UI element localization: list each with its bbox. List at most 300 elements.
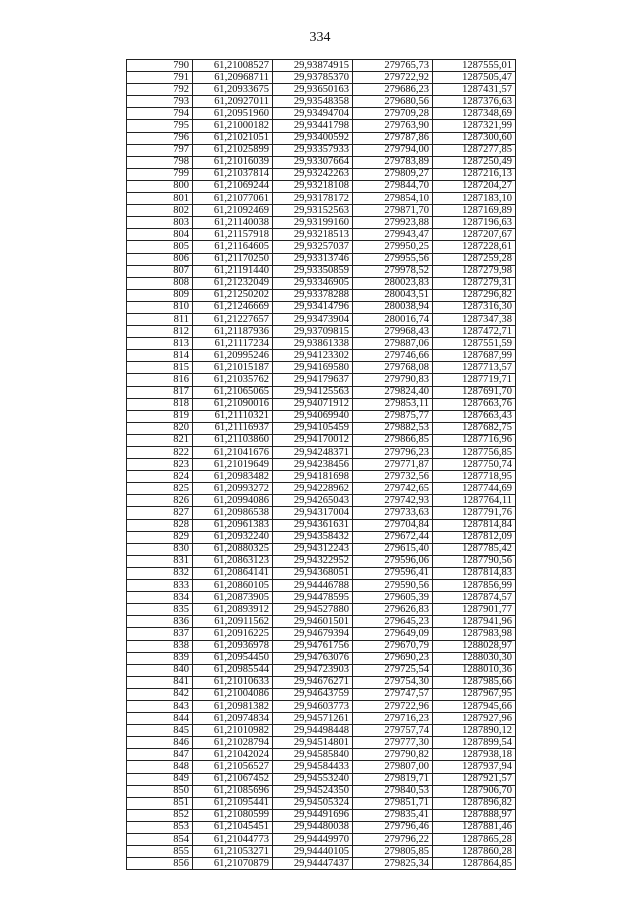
point-number-cell: 836 xyxy=(127,616,193,628)
y-coordinate-cell: 1287687,99 xyxy=(433,350,516,362)
longitude-cell: 29,94125563 xyxy=(273,386,353,398)
x-coordinate-cell: 279670,79 xyxy=(353,640,433,652)
point-number-cell: 800 xyxy=(127,180,193,192)
longitude-cell: 29,93242263 xyxy=(273,168,353,180)
point-number-cell: 829 xyxy=(127,531,193,543)
longitude-cell: 29,94312243 xyxy=(273,543,353,555)
latitude-cell: 61,20893912 xyxy=(193,604,273,616)
longitude-cell: 29,94248371 xyxy=(273,447,353,459)
latitude-cell: 61,21117234 xyxy=(193,338,273,350)
x-coordinate-cell: 279844,70 xyxy=(353,180,433,192)
y-coordinate-cell: 1287744,69 xyxy=(433,483,516,495)
latitude-cell: 61,21092469 xyxy=(193,205,273,217)
y-coordinate-cell: 1287347,38 xyxy=(433,313,516,325)
point-number-cell: 806 xyxy=(127,253,193,265)
point-number-cell: 799 xyxy=(127,168,193,180)
latitude-cell: 61,20933675 xyxy=(193,84,273,96)
x-coordinate-cell: 279690,23 xyxy=(353,652,433,664)
point-number-cell: 833 xyxy=(127,580,193,592)
latitude-cell: 61,21021051 xyxy=(193,132,273,144)
table-row xyxy=(127,507,516,519)
latitude-cell: 61,21042024 xyxy=(193,749,273,761)
table-row xyxy=(127,253,516,265)
latitude-cell: 61,21110321 xyxy=(193,410,273,422)
point-number-cell: 849 xyxy=(127,773,193,785)
x-coordinate-cell: 279722,92 xyxy=(353,72,433,84)
longitude-cell: 29,94643759 xyxy=(273,688,353,700)
table-row xyxy=(127,156,516,168)
latitude-cell: 61,21232049 xyxy=(193,277,273,289)
x-coordinate-cell: 280016,74 xyxy=(353,313,433,325)
y-coordinate-cell: 1287906,70 xyxy=(433,785,516,797)
longitude-cell: 29,93257037 xyxy=(273,241,353,253)
x-coordinate-cell: 279747,57 xyxy=(353,688,433,700)
point-number-cell: 804 xyxy=(127,229,193,241)
longitude-cell: 29,94480038 xyxy=(273,821,353,833)
y-coordinate-cell: 1287316,30 xyxy=(433,301,516,313)
x-coordinate-cell: 279790,82 xyxy=(353,749,433,761)
table-row xyxy=(127,640,516,652)
point-number-cell: 796 xyxy=(127,132,193,144)
longitude-cell: 29,94123302 xyxy=(273,350,353,362)
table-row xyxy=(127,229,516,241)
y-coordinate-cell: 1287716,96 xyxy=(433,434,516,446)
longitude-cell: 29,94603773 xyxy=(273,700,353,712)
y-coordinate-cell: 1287874,57 xyxy=(433,592,516,604)
y-coordinate-cell: 1287901,77 xyxy=(433,604,516,616)
table-row xyxy=(127,592,516,604)
longitude-cell: 29,94105459 xyxy=(273,422,353,434)
x-coordinate-cell: 279796,46 xyxy=(353,821,433,833)
y-coordinate-cell: 1287300,60 xyxy=(433,132,516,144)
y-coordinate-cell: 1287945,66 xyxy=(433,700,516,712)
latitude-cell: 61,21157918 xyxy=(193,229,273,241)
y-coordinate-cell: 1287682,75 xyxy=(433,422,516,434)
table-row xyxy=(127,809,516,821)
latitude-cell: 61,20961383 xyxy=(193,519,273,531)
y-coordinate-cell: 1287296,82 xyxy=(433,289,516,301)
longitude-cell: 29,94447437 xyxy=(273,858,353,870)
table-row xyxy=(127,96,516,108)
y-coordinate-cell: 1288010,36 xyxy=(433,664,516,676)
y-coordinate-cell: 1287279,31 xyxy=(433,277,516,289)
table-row xyxy=(127,241,516,253)
x-coordinate-cell: 279790,83 xyxy=(353,374,433,386)
x-coordinate-cell: 279733,63 xyxy=(353,507,433,519)
longitude-cell: 29,93313746 xyxy=(273,253,353,265)
longitude-cell: 29,93199160 xyxy=(273,217,353,229)
table-row xyxy=(127,713,516,725)
longitude-cell: 29,94524350 xyxy=(273,785,353,797)
x-coordinate-cell: 279763,90 xyxy=(353,120,433,132)
table-row xyxy=(127,277,516,289)
longitude-cell: 29,94446788 xyxy=(273,580,353,592)
latitude-cell: 61,20968711 xyxy=(193,72,273,84)
longitude-cell: 29,93861338 xyxy=(273,338,353,350)
table-row xyxy=(127,616,516,628)
y-coordinate-cell: 1287750,74 xyxy=(433,459,516,471)
point-number-cell: 794 xyxy=(127,108,193,120)
point-number-cell: 795 xyxy=(127,120,193,132)
x-coordinate-cell: 280038,94 xyxy=(353,301,433,313)
x-coordinate-cell: 279709,28 xyxy=(353,108,433,120)
table-row xyxy=(127,180,516,192)
y-coordinate-cell: 1287756,85 xyxy=(433,447,516,459)
latitude-cell: 61,21090016 xyxy=(193,398,273,410)
y-coordinate-cell: 1287881,46 xyxy=(433,821,516,833)
x-coordinate-cell: 279796,23 xyxy=(353,447,433,459)
latitude-cell: 61,21010633 xyxy=(193,676,273,688)
x-coordinate-cell: 279680,56 xyxy=(353,96,433,108)
latitude-cell: 61,21164605 xyxy=(193,241,273,253)
x-coordinate-cell: 279950,25 xyxy=(353,241,433,253)
latitude-cell: 61,21067452 xyxy=(193,773,273,785)
x-coordinate-cell: 279626,83 xyxy=(353,604,433,616)
longitude-cell: 29,93152563 xyxy=(273,205,353,217)
point-number-cell: 797 xyxy=(127,144,193,156)
longitude-cell: 29,93218108 xyxy=(273,180,353,192)
table-row xyxy=(127,519,516,531)
y-coordinate-cell: 1287663,43 xyxy=(433,410,516,422)
latitude-cell: 61,21025899 xyxy=(193,144,273,156)
x-coordinate-cell: 279704,84 xyxy=(353,519,433,531)
x-coordinate-cell: 280043,51 xyxy=(353,289,433,301)
longitude-cell: 29,94676271 xyxy=(273,676,353,688)
longitude-cell: 29,93414796 xyxy=(273,301,353,313)
latitude-cell: 61,21246669 xyxy=(193,301,273,313)
latitude-cell: 61,20951960 xyxy=(193,108,273,120)
longitude-cell: 29,94169580 xyxy=(273,362,353,374)
table-row xyxy=(127,84,516,96)
latitude-cell: 61,20936978 xyxy=(193,640,273,652)
point-number-cell: 823 xyxy=(127,459,193,471)
x-coordinate-cell: 279765,73 xyxy=(353,60,433,72)
x-coordinate-cell: 279722,96 xyxy=(353,700,433,712)
latitude-cell: 61,20974834 xyxy=(193,713,273,725)
y-coordinate-cell: 1287216,13 xyxy=(433,168,516,180)
y-coordinate-cell: 1287277,85 xyxy=(433,144,516,156)
point-number-cell: 801 xyxy=(127,193,193,205)
latitude-cell: 61,21103860 xyxy=(193,434,273,446)
latitude-cell: 61,21069244 xyxy=(193,180,273,192)
latitude-cell: 61,21010982 xyxy=(193,725,273,737)
table-row xyxy=(127,326,516,338)
table-row xyxy=(127,846,516,858)
point-number-cell: 790 xyxy=(127,60,193,72)
point-number-cell: 805 xyxy=(127,241,193,253)
x-coordinate-cell: 279686,23 xyxy=(353,84,433,96)
table-row xyxy=(127,120,516,132)
longitude-cell: 29,94368051 xyxy=(273,567,353,579)
latitude-cell: 61,21085696 xyxy=(193,785,273,797)
coordinates-table xyxy=(126,59,516,870)
point-number-cell: 822 xyxy=(127,447,193,459)
latitude-cell: 61,21140038 xyxy=(193,217,273,229)
point-number-cell: 834 xyxy=(127,592,193,604)
y-coordinate-cell: 1287250,49 xyxy=(433,156,516,168)
x-coordinate-cell: 279968,43 xyxy=(353,326,433,338)
x-coordinate-cell: 279672,44 xyxy=(353,531,433,543)
longitude-cell: 29,93218513 xyxy=(273,229,353,241)
point-number-cell: 802 xyxy=(127,205,193,217)
y-coordinate-cell: 1287812,09 xyxy=(433,531,516,543)
latitude-cell: 61,21227657 xyxy=(193,313,273,325)
longitude-cell: 29,94527880 xyxy=(273,604,353,616)
y-coordinate-cell: 1287888,97 xyxy=(433,809,516,821)
longitude-cell: 29,93378288 xyxy=(273,289,353,301)
table-row xyxy=(127,217,516,229)
point-number-cell: 847 xyxy=(127,749,193,761)
table-row xyxy=(127,301,516,313)
point-number-cell: 813 xyxy=(127,338,193,350)
y-coordinate-cell: 1287348,69 xyxy=(433,108,516,120)
table-row xyxy=(127,144,516,156)
table-row xyxy=(127,422,516,434)
point-number-cell: 853 xyxy=(127,821,193,833)
x-coordinate-cell: 279835,41 xyxy=(353,809,433,821)
point-number-cell: 838 xyxy=(127,640,193,652)
y-coordinate-cell: 1287551,59 xyxy=(433,338,516,350)
latitude-cell: 61,20993272 xyxy=(193,483,273,495)
latitude-cell: 61,21004086 xyxy=(193,688,273,700)
y-coordinate-cell: 1287899,54 xyxy=(433,737,516,749)
point-number-cell: 810 xyxy=(127,301,193,313)
x-coordinate-cell: 279882,53 xyxy=(353,422,433,434)
table-row xyxy=(127,737,516,749)
latitude-cell: 61,21250202 xyxy=(193,289,273,301)
y-coordinate-cell: 1287713,57 xyxy=(433,362,516,374)
table-row xyxy=(127,664,516,676)
y-coordinate-cell: 1287472,71 xyxy=(433,326,516,338)
x-coordinate-cell: 279590,56 xyxy=(353,580,433,592)
y-coordinate-cell: 1287814,83 xyxy=(433,567,516,579)
point-number-cell: 815 xyxy=(127,362,193,374)
x-coordinate-cell: 279866,85 xyxy=(353,434,433,446)
longitude-cell: 29,94601501 xyxy=(273,616,353,628)
table-row xyxy=(127,652,516,664)
y-coordinate-cell: 1287985,66 xyxy=(433,676,516,688)
longitude-cell: 29,93709815 xyxy=(273,326,353,338)
longitude-cell: 29,94505324 xyxy=(273,797,353,809)
longitude-cell: 29,93874915 xyxy=(273,60,353,72)
latitude-cell: 61,20927011 xyxy=(193,96,273,108)
y-coordinate-cell: 1287864,85 xyxy=(433,858,516,870)
point-number-cell: 851 xyxy=(127,797,193,809)
latitude-cell: 61,21065065 xyxy=(193,386,273,398)
table-row xyxy=(127,350,516,362)
point-number-cell: 826 xyxy=(127,495,193,507)
latitude-cell: 61,21045451 xyxy=(193,821,273,833)
point-number-cell: 821 xyxy=(127,434,193,446)
latitude-cell: 61,20995246 xyxy=(193,350,273,362)
table-row xyxy=(127,471,516,483)
longitude-cell: 29,94322952 xyxy=(273,555,353,567)
y-coordinate-cell: 1287764,11 xyxy=(433,495,516,507)
latitude-cell: 61,20986538 xyxy=(193,507,273,519)
x-coordinate-cell: 279853,11 xyxy=(353,398,433,410)
x-coordinate-cell: 279716,23 xyxy=(353,713,433,725)
point-number-cell: 824 xyxy=(127,471,193,483)
y-coordinate-cell: 1287169,89 xyxy=(433,205,516,217)
x-coordinate-cell: 279768,08 xyxy=(353,362,433,374)
latitude-cell: 61,20954450 xyxy=(193,652,273,664)
latitude-cell: 61,21037814 xyxy=(193,168,273,180)
point-number-cell: 840 xyxy=(127,664,193,676)
latitude-cell: 61,20873905 xyxy=(193,592,273,604)
point-number-cell: 803 xyxy=(127,217,193,229)
table-row xyxy=(127,834,516,846)
point-number-cell: 841 xyxy=(127,676,193,688)
table-row xyxy=(127,628,516,640)
y-coordinate-cell: 1287890,12 xyxy=(433,725,516,737)
point-number-cell: 837 xyxy=(127,628,193,640)
point-number-cell: 828 xyxy=(127,519,193,531)
point-number-cell: 820 xyxy=(127,422,193,434)
y-coordinate-cell: 1287941,96 xyxy=(433,616,516,628)
table-row xyxy=(127,410,516,422)
x-coordinate-cell: 279596,06 xyxy=(353,555,433,567)
table-row xyxy=(127,108,516,120)
latitude-cell: 61,21015187 xyxy=(193,362,273,374)
longitude-cell: 29,93441798 xyxy=(273,120,353,132)
table-row xyxy=(127,797,516,809)
x-coordinate-cell: 279725,54 xyxy=(353,664,433,676)
table-row xyxy=(127,483,516,495)
x-coordinate-cell: 279615,40 xyxy=(353,543,433,555)
table-row xyxy=(127,858,516,870)
y-coordinate-cell: 1287865,28 xyxy=(433,834,516,846)
x-coordinate-cell: 279596,41 xyxy=(353,567,433,579)
table-row xyxy=(127,761,516,773)
table-row xyxy=(127,362,516,374)
longitude-cell: 29,93357933 xyxy=(273,144,353,156)
point-number-cell: 793 xyxy=(127,96,193,108)
x-coordinate-cell: 279742,65 xyxy=(353,483,433,495)
y-coordinate-cell: 1287204,27 xyxy=(433,180,516,192)
y-coordinate-cell: 1287718,95 xyxy=(433,471,516,483)
longitude-cell: 29,94228962 xyxy=(273,483,353,495)
table-row xyxy=(127,459,516,471)
latitude-cell: 61,21028794 xyxy=(193,737,273,749)
x-coordinate-cell: 279840,53 xyxy=(353,785,433,797)
x-coordinate-cell: 279887,06 xyxy=(353,338,433,350)
longitude-cell: 29,94679394 xyxy=(273,628,353,640)
point-number-cell: 818 xyxy=(127,398,193,410)
table-row xyxy=(127,338,516,350)
longitude-cell: 29,94238456 xyxy=(273,459,353,471)
longitude-cell: 29,94478595 xyxy=(273,592,353,604)
latitude-cell: 61,21191440 xyxy=(193,265,273,277)
latitude-cell: 61,20860105 xyxy=(193,580,273,592)
latitude-cell: 61,20983482 xyxy=(193,471,273,483)
latitude-cell: 61,20880325 xyxy=(193,543,273,555)
table-row xyxy=(127,555,516,567)
latitude-cell: 61,21041676 xyxy=(193,447,273,459)
longitude-cell: 29,94181698 xyxy=(273,471,353,483)
y-coordinate-cell: 1287860,28 xyxy=(433,846,516,858)
table-row xyxy=(127,205,516,217)
x-coordinate-cell: 280023,83 xyxy=(353,277,433,289)
longitude-cell: 29,94361631 xyxy=(273,519,353,531)
longitude-cell: 29,93548358 xyxy=(273,96,353,108)
table-row xyxy=(127,567,516,579)
longitude-cell: 29,93307664 xyxy=(273,156,353,168)
table-row xyxy=(127,313,516,325)
table-row xyxy=(127,543,516,555)
y-coordinate-cell: 1287856,99 xyxy=(433,580,516,592)
table-row xyxy=(127,700,516,712)
point-number-cell: 852 xyxy=(127,809,193,821)
point-number-cell: 812 xyxy=(127,326,193,338)
latitude-cell: 61,21116937 xyxy=(193,422,273,434)
y-coordinate-cell: 1287719,71 xyxy=(433,374,516,386)
point-number-cell: 791 xyxy=(127,72,193,84)
longitude-cell: 29,94763076 xyxy=(273,652,353,664)
point-number-cell: 809 xyxy=(127,289,193,301)
y-coordinate-cell: 1287785,42 xyxy=(433,543,516,555)
table-row xyxy=(127,580,516,592)
table-row xyxy=(127,72,516,84)
point-number-cell: 845 xyxy=(127,725,193,737)
y-coordinate-cell: 1288028,97 xyxy=(433,640,516,652)
x-coordinate-cell: 279742,93 xyxy=(353,495,433,507)
longitude-cell: 29,94553240 xyxy=(273,773,353,785)
point-number-cell: 825 xyxy=(127,483,193,495)
x-coordinate-cell: 279787,86 xyxy=(353,132,433,144)
point-number-cell: 839 xyxy=(127,652,193,664)
latitude-cell: 61,21080599 xyxy=(193,809,273,821)
y-coordinate-cell: 1287279,98 xyxy=(433,265,516,277)
latitude-cell: 61,21016039 xyxy=(193,156,273,168)
latitude-cell: 61,21053271 xyxy=(193,846,273,858)
y-coordinate-cell: 1287896,82 xyxy=(433,797,516,809)
y-coordinate-cell: 1287228,61 xyxy=(433,241,516,253)
y-coordinate-cell: 1287791,76 xyxy=(433,507,516,519)
longitude-cell: 29,94761756 xyxy=(273,640,353,652)
point-number-cell: 835 xyxy=(127,604,193,616)
latitude-cell: 61,20863123 xyxy=(193,555,273,567)
longitude-cell: 29,94571261 xyxy=(273,713,353,725)
point-number-cell: 816 xyxy=(127,374,193,386)
latitude-cell: 61,21170250 xyxy=(193,253,273,265)
point-number-cell: 819 xyxy=(127,410,193,422)
longitude-cell: 29,94170012 xyxy=(273,434,353,446)
table-row xyxy=(127,434,516,446)
y-coordinate-cell: 1287937,94 xyxy=(433,761,516,773)
latitude-cell: 61,21095441 xyxy=(193,797,273,809)
longitude-cell: 29,94069940 xyxy=(273,410,353,422)
x-coordinate-cell: 279649,09 xyxy=(353,628,433,640)
longitude-cell: 29,93178172 xyxy=(273,193,353,205)
point-number-cell: 811 xyxy=(127,313,193,325)
x-coordinate-cell: 279943,47 xyxy=(353,229,433,241)
x-coordinate-cell: 279875,77 xyxy=(353,410,433,422)
y-coordinate-cell: 1288030,30 xyxy=(433,652,516,664)
point-number-cell: 842 xyxy=(127,688,193,700)
y-coordinate-cell: 1287431,57 xyxy=(433,84,516,96)
x-coordinate-cell: 279732,56 xyxy=(353,471,433,483)
longitude-cell: 29,94179637 xyxy=(273,374,353,386)
point-number-cell: 807 xyxy=(127,265,193,277)
x-coordinate-cell: 279955,56 xyxy=(353,253,433,265)
x-coordinate-cell: 279923,88 xyxy=(353,217,433,229)
table-row xyxy=(127,374,516,386)
y-coordinate-cell: 1287790,56 xyxy=(433,555,516,567)
point-number-cell: 856 xyxy=(127,858,193,870)
point-number-cell: 855 xyxy=(127,846,193,858)
point-number-cell: 846 xyxy=(127,737,193,749)
table-row xyxy=(127,132,516,144)
